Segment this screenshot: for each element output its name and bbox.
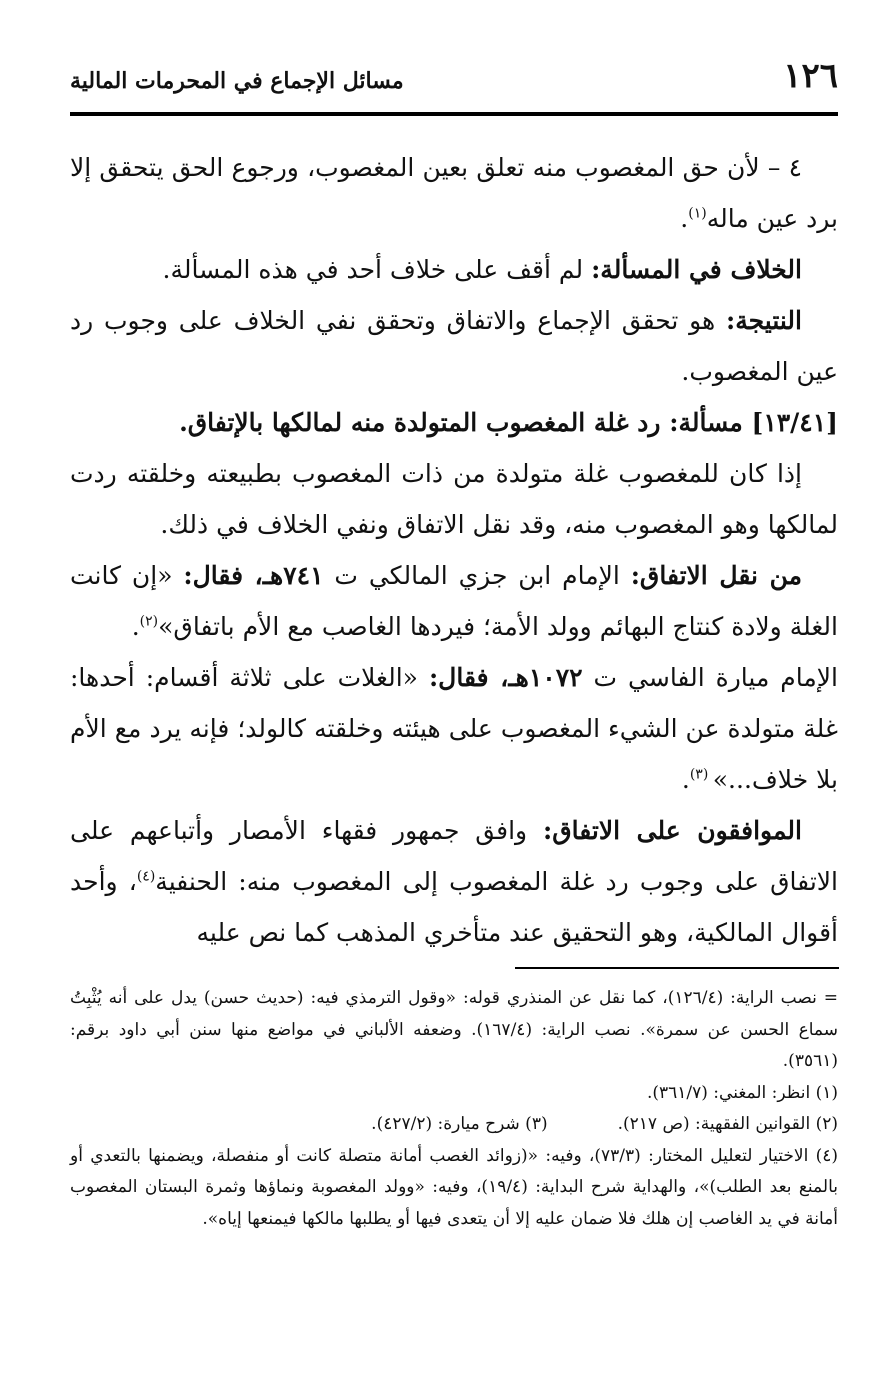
paragraph-result — [70, 295, 838, 397]
footnote-ref: (٤) — [136, 868, 156, 885]
footnote-row-2-3 — [70, 1109, 838, 1141]
footnote-gap — [548, 1109, 618, 1141]
paragraph-quote: «إن كانت الغلة ولادة كنتاج البهائم وولد الأمة؛ فيردها الغاصب مع الأم باتفاق» — [70, 561, 838, 641]
paragraph-agreeing — [70, 805, 838, 958]
paragraph-mayyara: الإمام ميارة الفاسي ت ١٠٧٢هـ، فقال: «الغلات على ثلاثة أقسام: أحدها: غلة متولدة عن الشيء المغصوب على هيئته وخلقته كالولد؛ فإنه يرد مع الأم بلا خلاف...» $^{(٣)}$. — [70, 663, 838, 794]
paragraph-text: ٤ – لأن حق المغصوب منه تعلق بعين المغصوب، ورجوع الحق يتحقق إلا برد عين ماله — [70, 153, 838, 233]
issue-heading — [70, 397, 838, 448]
paragraph-label: الموافقون على الاتفاق: — [542, 816, 802, 845]
header-rule — [70, 112, 838, 116]
page-header — [70, 56, 838, 108]
footnote-3: (٣) شرح ميارة: (٤٢٧/٢). — [371, 1114, 548, 1134]
main-text — [70, 142, 838, 958]
running-title: مسائل الإجماع في المحرمات المالية — [70, 68, 404, 94]
page-number: ١٢٦ — [783, 56, 838, 96]
paragraph-text: الإمام ميارة الفاسي ت — [582, 663, 838, 692]
footnote-1: (١) انظر: المغني: (٣٦١/٧). — [646, 1082, 838, 1103]
footnote-ref: (٢) — [139, 613, 159, 630]
footnote-separator — [515, 967, 839, 969]
footnote-4: (٤) الاختيار لتعليل المختار: (٧٣/٣)، وفيه: «(زوائد الغصب أمانة متصلة كانت أو منفصلة، ويضمنها بالتعدي أو بالمنع بعد الطلب)»، والهداية شرح البداية: (١٩/٤)، وفيه: «وولد المغصوبة ونماؤها وثمرة البستان المغصوب أمانة في يد الغاصب إن هلك فلا ضمان عليه إلا أن يتعدى فيها أو يطلبها مالكها فيمنعها إياه». — [70, 1145, 838, 1229]
paragraph-transmitters: من نقل الاتفاق: الإمام ابن جزي المالكي ت ٧٤١هـ، فقال: «إن كانت الغلة ولادة كنتاج البهائم وولد الأمة؛ فيردها الغاصب مع الأم باتفاق»$^{(٢)}$. — [70, 561, 838, 641]
paragraph-text: الإمام ابن جزي المالكي ت — [323, 561, 631, 590]
paragraph-issue-intro — [70, 448, 838, 550]
footnote-continued: = نصب الراية: (١٢٦/٤)، كما نقل عن المنذري قوله: «وقول الترمذي فيه: (حديث حسن) يدل على أنه يُثْبِتُ سماع الحسن عن سمرة». نصب الراية: (١٦٧/٤). وضعفه الألباني في مواضع منها سنن أبي داود برقم: (٣٥٦١). — [70, 988, 839, 1071]
death-year: ١٠٧٢هـ، فقال: — [428, 663, 583, 692]
death-year: ٧٤١هـ، فقال: — [183, 561, 324, 590]
paragraph-text: ، وأحد أقوال المالكية، وهو التحقيق عند متأخري المذهب كما نص عليه — [70, 867, 838, 947]
paragraph-label: من نقل الاتفاق: — [630, 561, 802, 590]
issue-heading-text: [١٣/٤١] مسألة: رد غلة المغصوب المتولدة منه لمالكها بالإتفاق. — [179, 408, 838, 437]
paragraph-label: الخلاف في المسألة: — [591, 255, 802, 284]
paragraph-text: لم أقف على خلاف أحد في هذه المسألة. — [162, 255, 592, 284]
paragraph-dispute — [70, 244, 838, 295]
paragraph-text: هو تحقق الإجماع والاتفاق وتحقق نفي الخلاف على وجوب رد عين المغصوب. — [70, 306, 838, 386]
footnote-ref: (١) — [688, 205, 707, 222]
paragraph-quote: «الغلات على ثلاثة أقسام: أحدها: غلة متولدة عن الشيء المغصوب على هيئته وخلقته كالولد؛ فإنه يرد مع الأم بلا خلاف...» — [70, 663, 838, 794]
footnote-ref: (٣) — [689, 766, 713, 783]
footnote-2: (٢) القوانين الفقهية: (ص ٢١٧). — [617, 1114, 838, 1134]
paragraph-text: وافق جمهور فقهاء الأمصار وأتباعهم على الاتفاق على وجوب رد غلة المغصوب إلى المغصوب منه: الحنفية — [70, 816, 838, 896]
footnotes — [70, 983, 838, 1235]
paragraph-reason-4: ٤ – لأن حق المغصوب منه تعلق بعين المغصوب، ورجوع الحق يتحقق إلا برد عين ماله$^{(١)}$. — [70, 153, 838, 233]
paragraph-label: النتيجة: — [726, 306, 802, 335]
paragraph-text: إذا كان للمغصوب غلة متولدة من ذات المغصوب بطبيعته وخلقته ردت لمالكها وهو المغصوب منه، وقد نقل الاتفاق ونفي الخلاف في ذلك. — [70, 459, 838, 539]
